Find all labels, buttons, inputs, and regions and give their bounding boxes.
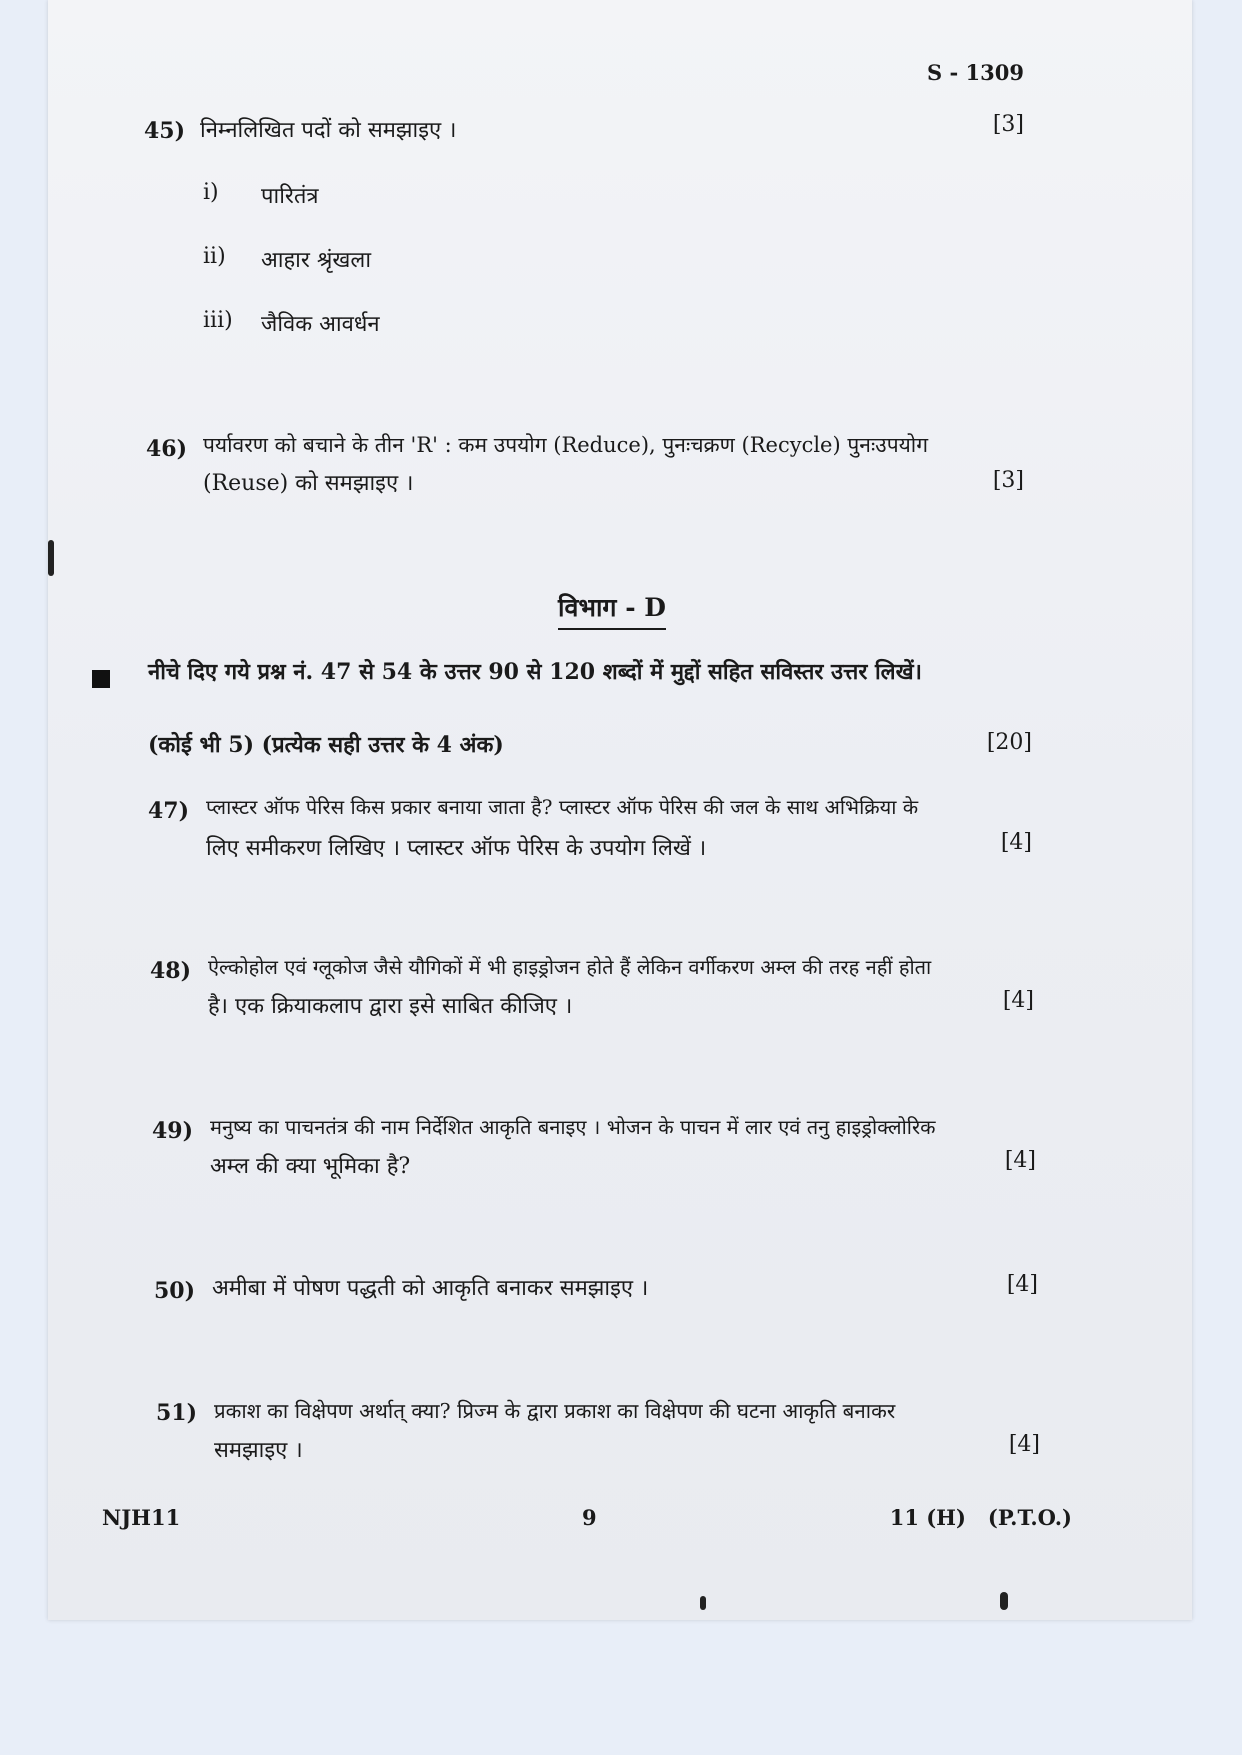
question-number: 50) [154,1278,196,1304]
question-text: निम्नलिखित पदों को समझाइए । [200,118,457,143]
section-instruction: नीचे दिए गये प्रश्न नं. 47 से 54 के उत्तर 90 से 120 शब्दों में मुद्दों सहित सविस्तर उत्तर लिखें। [148,659,922,685]
sub-part-number: ii) [203,244,226,269]
question-marks: [3] [992,112,1024,137]
question-marks: [4] [1006,1272,1038,1297]
scan-mark [48,540,54,576]
footer-right: 11 (H) (P.T.O.) [889,1505,1072,1530]
sub-part-text: पारितंत्र [261,184,319,209]
question-line-2: (Reuse) को समझाइए । [203,471,414,496]
footer-code: NJH11 [102,1505,181,1530]
sub-part-text: आहार श्रृंखला [261,248,372,273]
question-marks: [4] [1008,1432,1040,1457]
section-total-marks: [20] [986,730,1032,755]
question-number: 49) [152,1118,194,1144]
question-number: 46) [146,436,188,462]
question-number: 48) [150,958,192,984]
scan-mark [1000,1592,1008,1610]
question-number: 51) [156,1400,198,1426]
page-number: 9 [582,1505,597,1530]
bullet-square-icon [92,670,110,688]
question-number: 47) [148,798,190,824]
question-line-2: है। एक क्रियाकलाप द्वारा इसे साबित कीजिए । [208,994,573,1019]
question-number: 45) [144,118,186,144]
exam-page [48,0,1192,1620]
section-title: विभाग - D [558,590,666,630]
question-line-2: अम्ल की क्या भूमिका है? [210,1154,411,1179]
question-line-1: मनुष्य का पाचनतंत्र की नाम निर्देशित आकृति बनाइए । भोजन के पाचन में लार एवं तनु हाइड्रोक्लोरिक [210,1115,936,1139]
sub-part-text: जैविक आवर्धन [261,312,380,337]
question-line-1: अमीबा में पोषण पद्धती को आकृति बनाकर समझाइए । [212,1276,649,1301]
sub-part-number: i) [203,180,219,205]
question-line-1: प्लास्टर ऑफ पेरिस किस प्रकार बनाया जाता है? प्लास्टर ऑफ पेरिस की जल के साथ अभिक्रिया के [206,795,919,819]
question-line-2: लिए समीकरण लिखिए । प्लास्टर ऑफ पेरिस के उपयोग लिखें । [206,836,707,861]
sub-part-number: iii) [203,308,233,333]
question-line-2: समझाइए । [214,1438,303,1463]
section-choice: (कोई भी 5) (प्रत्येक सही उत्तर के 4 अंक) [148,732,504,758]
question-line-1: प्रकाश का विक्षेपण अर्थात् क्या? प्रिज्म के द्वारा प्रकाश का विक्षेपण की घटना आकृति बनाकर [214,1399,896,1423]
scan-mark [700,1596,706,1610]
question-line-1: पर्यावरण को बचाने के तीन 'R' : कम उपयोग (Reduce), पुनःचक्रण (Recycle) पुनःउपयोग [203,433,929,457]
question-marks: [3] [992,468,1024,493]
question-marks: [4] [1000,830,1032,855]
question-marks: [4] [1004,1148,1036,1173]
question-marks: [4] [1002,988,1034,1013]
paper-code: S - 1309 [927,60,1024,85]
question-line-1: ऐल्कोहोल एवं ग्लूकोज जैसे यौगिकों में भी हाइड्रोजन होते हैं लेकिन वर्गीकरण अम्ल की तरह नहीं होता [208,955,932,979]
